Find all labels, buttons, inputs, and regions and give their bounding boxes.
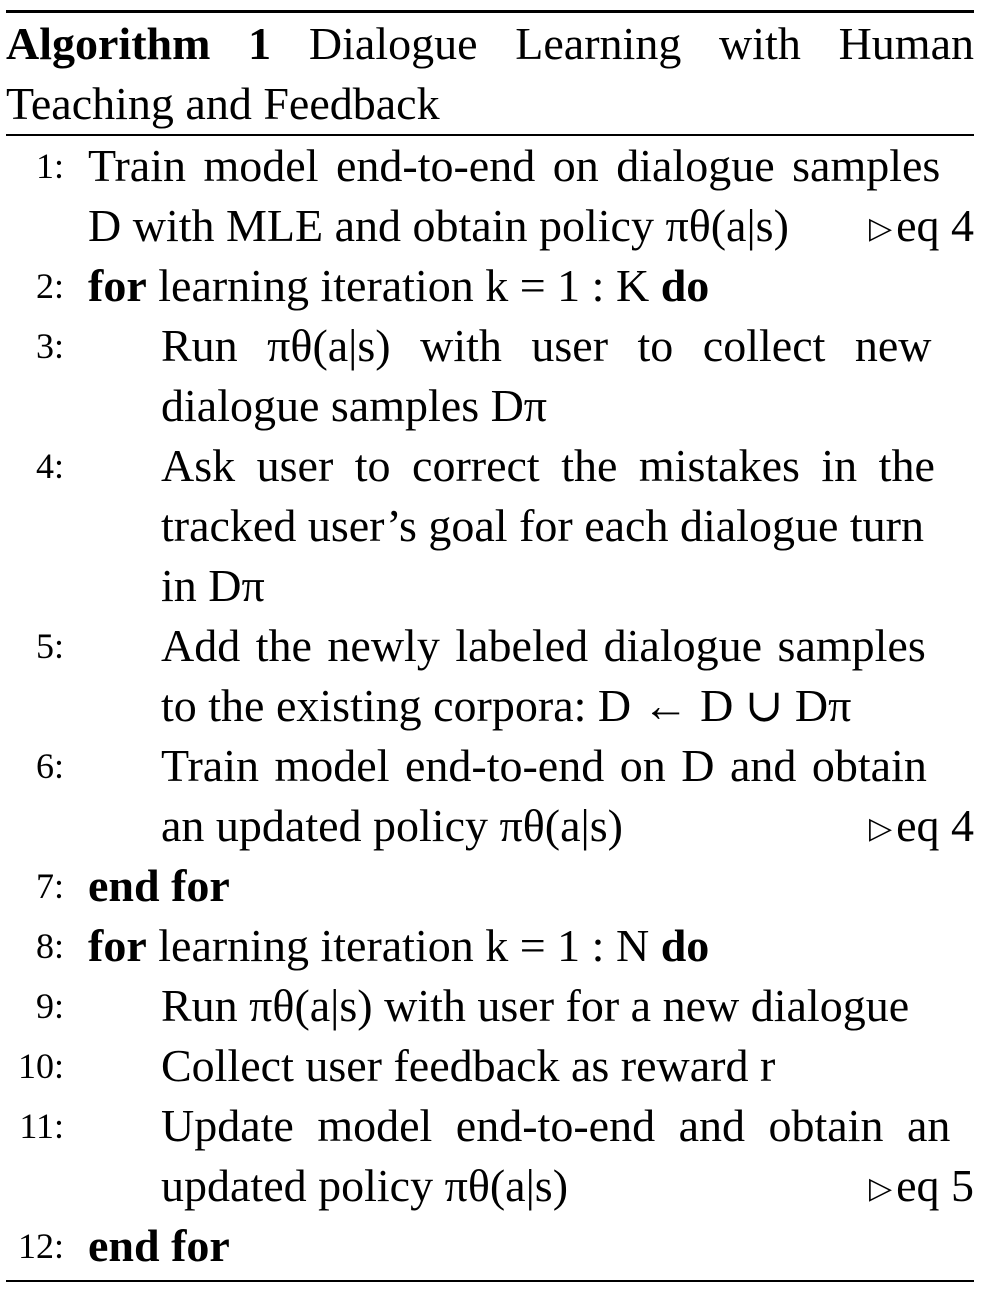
keyword-do: do (660, 920, 710, 971)
algo-line-9 (6, 976, 974, 1036)
algo-line-6 (6, 736, 974, 796)
line-number: 10: (17, 1046, 64, 1086)
loop-text: learning iteration k = 1 : N (158, 920, 650, 971)
line-number: 3: (35, 326, 64, 366)
algorithm-title-line2: Teaching and Feedback (6, 78, 440, 129)
line-text-b: tracked user’s goal for each dialogue turn (161, 500, 924, 551)
algo-line-4-cont2 (6, 556, 974, 616)
algo-line-4-cont (6, 496, 974, 556)
line-text-a: Update model end-to-end and obtain an (161, 1100, 951, 1151)
keyword-end-for: end for (88, 1220, 230, 1271)
comment-triangle-icon: ▷ (869, 212, 893, 245)
line-text-c: in Dπ (161, 560, 265, 611)
algo-line-10 (6, 1036, 974, 1096)
keyword-for: for (88, 920, 147, 971)
algo-line-11 (6, 1096, 974, 1156)
loop-text: learning iteration k = 1 : K (158, 260, 650, 311)
comment-triangle-icon: ▷ (869, 812, 893, 845)
line-text (88, 256, 974, 316)
algorithm-caption (6, 14, 974, 134)
line-text-a: Ask user to correct the mistakes in the (161, 440, 935, 491)
algo-line-4 (6, 436, 974, 496)
line-number: 5: (35, 626, 64, 666)
algo-line-1-cont (6, 196, 974, 256)
line-comment (869, 796, 974, 859)
line-number: 7: (35, 866, 64, 906)
line-text-a: Train model end-to-end on D and obtain (161, 740, 927, 791)
algo-line-12 (6, 1216, 974, 1276)
algorithm-body (6, 136, 974, 1276)
algo-line-5-cont (6, 676, 974, 736)
algo-line-5 (6, 616, 974, 676)
keyword-do: do (660, 260, 710, 311)
line-number: 1: (35, 146, 64, 186)
algorithm-title-line1: Dialogue Learning with Human (308, 18, 975, 69)
algo-line-11-cont (6, 1156, 974, 1216)
comment-text: eq 5 (896, 1160, 974, 1211)
comment-text: eq 4 (896, 200, 974, 251)
line-number: 11: (19, 1106, 64, 1146)
line-comment (869, 196, 974, 259)
line-number: 2: (35, 266, 64, 306)
line-text-b: to the existing corpora: D ← D ∪ Dπ (161, 680, 852, 731)
line-number: 12: (17, 1226, 64, 1266)
line-number: 9: (35, 986, 64, 1026)
line-comment (869, 1156, 974, 1219)
algo-line-3 (6, 316, 974, 376)
line-text (88, 136, 974, 196)
comment-text: eq 4 (896, 800, 974, 851)
line-text: Run πθ(a|s) with user for a new dialogue (161, 980, 910, 1031)
line-text-b: updated policy πθ(a|s) (161, 1160, 569, 1211)
line-text-b: D with MLE and obtain policy πθ(a|s) (88, 200, 789, 251)
line-number: 4: (35, 446, 64, 486)
keyword-end-for: end for (88, 860, 230, 911)
line-text-a: Run πθ(a|s) with user to collect new (161, 320, 932, 371)
line-number: 6: (35, 746, 64, 786)
algo-line-3-cont (6, 376, 974, 436)
keyword-for: for (88, 260, 147, 311)
algo-line-7 (6, 856, 974, 916)
line-text-b: dialogue samples Dπ (161, 380, 548, 431)
algo-line-6-cont (6, 796, 974, 856)
algo-line-1 (6, 136, 974, 196)
line-text: Collect user feedback as reward r (161, 1040, 776, 1091)
algo-line-2 (6, 256, 974, 316)
algo-line-8 (6, 916, 974, 976)
line-text-a: Train model end-to-end on dialogue samples (88, 140, 941, 191)
algorithm-label: Algorithm 1 (6, 18, 272, 69)
bottom-rule (6, 1280, 974, 1282)
line-text (88, 916, 974, 976)
line-text-a: Add the newly labeled dialogue samples (161, 620, 926, 671)
line-text-b: an updated policy πθ(a|s) (161, 800, 623, 851)
comment-triangle-icon: ▷ (869, 1172, 893, 1205)
top-rule (6, 10, 974, 13)
line-number: 8: (35, 926, 64, 966)
